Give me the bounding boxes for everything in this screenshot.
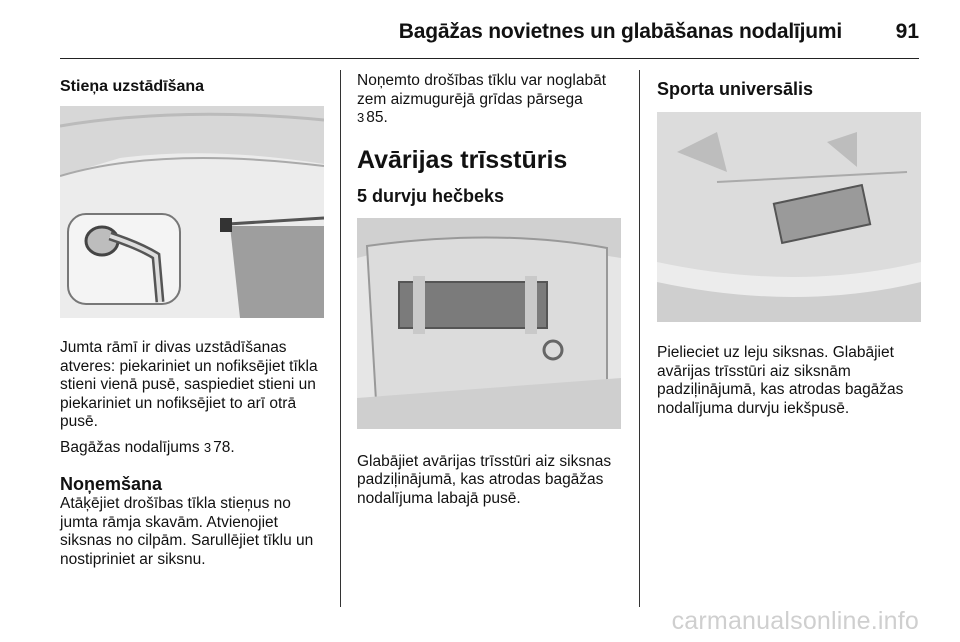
reference-arrow-icon: 3 (357, 110, 365, 125)
paragraph: Jumta rāmī ir divas uzstādīšanas atveres: piekariniet un nofiksējiet tīkla stieni vienā pusē, saspiediet stieni un piekariniet un nofiksējiet to arī otrā pusē. (60, 339, 318, 430)
column-1 (60, 72, 324, 569)
paragraph: Pielieciet uz leju siksnas. Glabājiet avārijas trīsstūri aiz siksnām padziļinājumā, kas atrodas bagāžas nodalījuma durvju iekšpusē. (657, 344, 904, 417)
section-heading: Sporta universālis (657, 79, 814, 99)
column-divider (340, 70, 341, 607)
paragraph: Atāķējiet drošības tīkla stieņus no jumta rāmja skavām. Atvienojiet siksnas no cilpām. Sarullējiet tīklu un nostipriniet ar siksnu. (60, 495, 314, 568)
page-number: 91 (895, 20, 919, 43)
section-heading: Avārijas trīsstūris (357, 145, 568, 174)
header-rule (60, 58, 919, 59)
roof-rail-mount-illustration-icon (60, 106, 324, 318)
cross-reference (60, 439, 324, 458)
paragraph: Glabājiet avārijas trīsstūri aiz siksnas padziļinājumā, kas atrodas bagāžas nodalījuma labajā pusē. (357, 452, 612, 507)
ref-page: 78. (213, 438, 235, 456)
tailgate-warning-triangle-illustration-icon (657, 112, 921, 322)
column-3 (657, 72, 921, 418)
reference-arrow-icon: 3 (203, 439, 212, 455)
ref-page: 85. (366, 109, 388, 126)
paragraph (357, 72, 621, 128)
subsection-heading: 5 durvju hečbeks (357, 185, 505, 206)
column-divider (639, 70, 640, 607)
column-2 (357, 72, 621, 508)
page-header-title: Bagāžas novietnes un glabāšanas nodalījumi (398, 20, 842, 43)
paragraph-text: Noņemto drošības tīklu var noglabāt zem aizmugurējā grīdas pārsega (357, 72, 606, 108)
ref-text: Bagāžas nodalījums (60, 438, 200, 456)
section-heading: Stieņa uzstādīšana (60, 78, 205, 95)
trunk-warning-triangle-illustration-icon (357, 218, 621, 429)
subsection-heading: Noņemšana (60, 474, 163, 494)
watermark: carmanualsonline.info (671, 607, 919, 635)
